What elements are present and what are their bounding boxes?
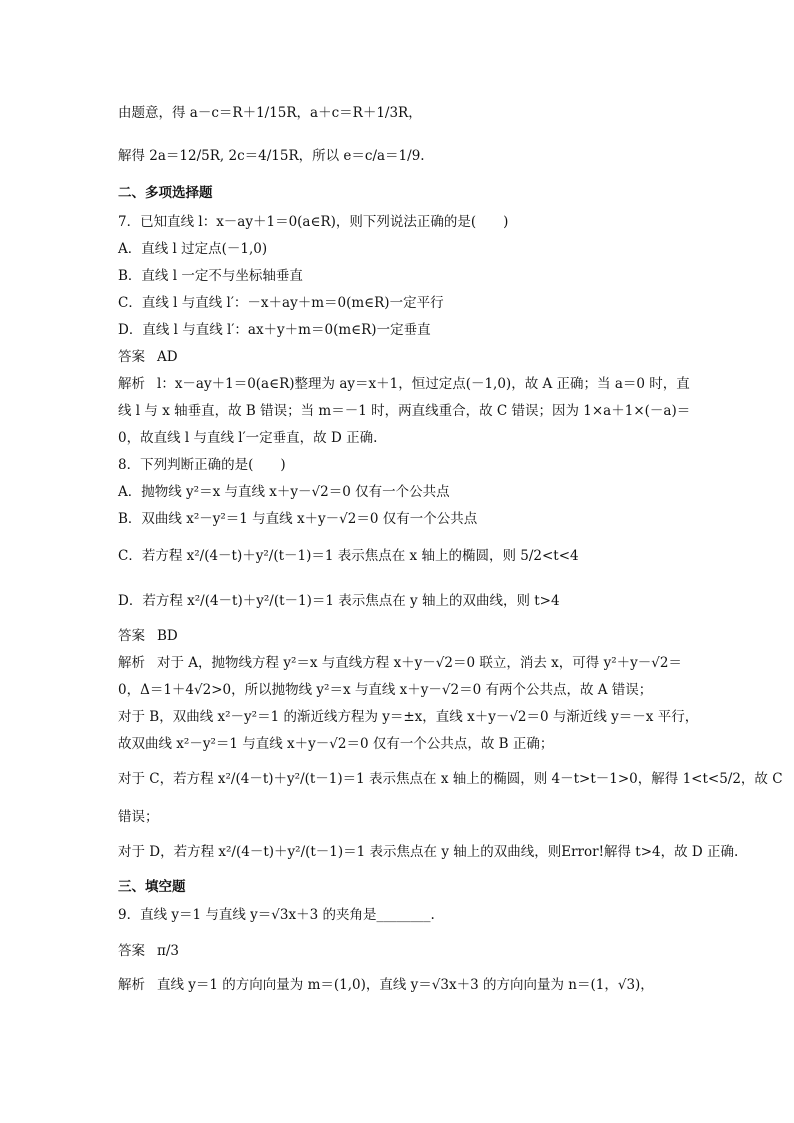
text-line: 0，Δ＝1＋4√2>0，所以抛物线 y²＝x 与直线 x＋y－√2＝0 有两个公共点，故 A 错误； [118, 682, 653, 698]
option-line: B．直线 l 一定不与坐标轴垂直 [118, 268, 303, 284]
text-line: 0，故直线 l 与直线 l′一定垂直，故 D 正确. [118, 430, 378, 446]
option-line: C．直线 l 与直线 l′：－x＋ay＋m＝0(m∈R)一定平行 [118, 295, 444, 311]
answer-value: BD [157, 628, 178, 644]
text-line: 由题意，得 a－c＝R＋1/15R，a＋c＝R＋1/3R， [118, 105, 422, 121]
question-stem: 9．直线 y＝1 与直线 y＝√3x＋3 的夹角是________. [118, 907, 435, 923]
analysis-label: 解析 [118, 376, 145, 392]
section-heading: 三、填空题 [118, 879, 186, 895]
option-line: D．若方程 x²/(4－t)＋y²/(t－1)＝1 表示焦点在 y 轴上的双曲线，则 t>4 [118, 593, 560, 609]
analysis-label: 解析 [118, 977, 145, 993]
answer-line [118, 625, 684, 647]
analysis-label: 解析 [118, 655, 145, 671]
text-line: 线 l 与 x 轴垂直，故 B 错误；当 m＝－1 时，两直线重合，故 C 错误；因为 1×a＋1×(－a)＝ [118, 403, 691, 419]
answer-label: 答案 [118, 349, 145, 365]
answer-label: 答案 [118, 943, 145, 959]
question-stem: 8．下列判断正确的是( ) [118, 457, 286, 473]
section-heading: 二、多项选择题 [118, 185, 213, 201]
answer-line [118, 346, 684, 368]
text-line: 对于 D，若方程 x²/(4－t)＋y²/(t－1)＝1 表示焦点在 y 轴上的双曲线，则Error!解得 t>4，故 D 正确. [118, 844, 739, 860]
answer-label: 答案 [118, 628, 145, 644]
analysis-line: 解析 l：x－ay＋1＝0(a∈R)整理为 ay＝x＋1，恒过定点(－1,0)，故 A 正确；当 a＝0 时，直 [118, 376, 690, 392]
option-line: A．抛物线 y²＝x 与直线 x＋y－√2＝0 仅有一个公共点 [118, 484, 450, 500]
text-line: 故双曲线 x²－y²＝1 与直线 x＋y－√2＝0 仅有一个公共点，故 B 正确； [118, 736, 554, 752]
answer-line [118, 940, 684, 962]
question-stem: 7．已知直线 l：x－ay＋1＝0(a∈R)，则下列说法正确的是( ) [118, 214, 509, 230]
answer-value: AD [157, 349, 178, 365]
text-line: 对于 B，双曲线 x²－y²＝1 的渐近线方程为 y＝±x，直线 x＋y－√2＝0 与渐近线 y＝－x 平行， [118, 709, 699, 725]
option-line: D．直线 l 与直线 l′：ax＋y＋m＝0(m∈R)一定垂直 [118, 322, 431, 338]
analysis-line: 解析 对于 A，抛物线方程 y²＝x 与直线方程 x＋y－√2＝0 联立，消去 x，可得 y²＋y－√2＝ [118, 655, 682, 671]
text-line: 错误； [118, 809, 159, 825]
analysis-line: 解析 直线 y＝1 的方向向量为 m＝(1,0)，直线 y＝√3x＋3 的方向向量为 n＝(1，√3)， [118, 977, 654, 993]
option-line: B．双曲线 x²－y²＝1 与直线 x＋y－√2＝0 仅有一个公共点 [118, 511, 478, 527]
option-line: C．若方程 x²/(4－t)＋y²/(t－1)＝1 表示焦点在 x 轴上的椭圆，则 5/2<t<4 [118, 548, 579, 564]
text-line: 解得 2a＝12/5R, 2c＝4/15R，所以 e＝c/a＝1/9. [118, 148, 425, 164]
option-line: A．直线 l 过定点(－1,0) [118, 241, 268, 257]
answer-value: π/3 [157, 943, 180, 959]
text-line: 对于 C，若方程 x²/(4－t)＋y²/(t－1)＝1 表示焦点在 x 轴上的椭圆，则 4－t>t－1>0，解得 1<t<5/2，故 C [118, 771, 783, 787]
